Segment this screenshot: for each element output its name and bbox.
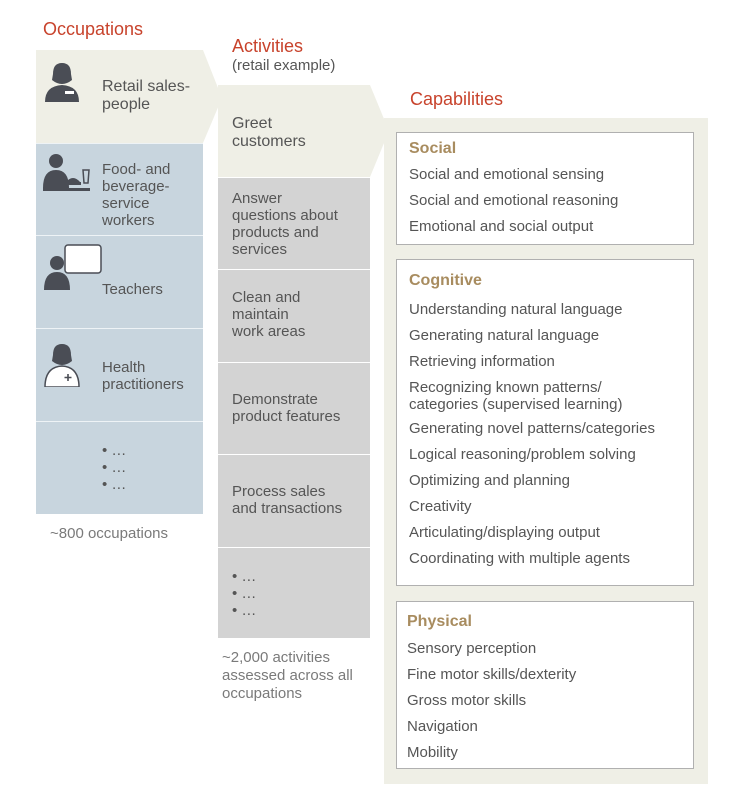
- activity-clean: [218, 269, 370, 362]
- more-occupations: [102, 442, 126, 493]
- capability-item: Fine motor skills/dexterity: [407, 666, 577, 683]
- capability-group-physical: [396, 601, 694, 769]
- occupations-footnote: ~800 occupations: [50, 525, 169, 542]
- activity-label: Demonstrate product features: [232, 391, 341, 425]
- person-health-icon: [43, 341, 81, 387]
- capability-item: Creativity: [409, 498, 472, 515]
- capability-item: Articulating/displaying output: [409, 524, 600, 541]
- activity-demonstrate: [218, 362, 370, 454]
- activity-label: Greet customers: [232, 115, 306, 150]
- activity-label: Process sales and transactions: [232, 483, 343, 517]
- capability-item: Navigation: [407, 718, 478, 735]
- ellipsis-item: • …: [232, 585, 257, 602]
- capability-list: [407, 636, 576, 766]
- group-title: Cognitive: [409, 272, 482, 289]
- occupation-more: [36, 421, 203, 514]
- activity-more: [218, 547, 370, 638]
- occupation-teachers: [36, 235, 203, 328]
- capability-group-cognitive: [396, 259, 694, 586]
- capability-item: Social and emotional sensing: [409, 166, 605, 183]
- capability-list: [409, 162, 618, 240]
- capability-item: Social and emotional reasoning: [409, 192, 619, 209]
- capability-list: [409, 297, 655, 572]
- capability-group-social: [396, 132, 694, 245]
- activity-answer-questions: [218, 177, 370, 269]
- capability-item: Retrieving information: [409, 353, 555, 370]
- more-activities: [232, 568, 256, 619]
- occupation-food-service: [36, 143, 203, 235]
- capability-item: Optimizing and planning: [409, 472, 570, 489]
- capability-item: Sensory perception: [407, 640, 537, 657]
- capability-item: Generating natural language: [409, 327, 600, 344]
- occupation-retail: [36, 50, 203, 143]
- ellipsis-item: • …: [102, 459, 127, 476]
- capability-item: Mobility: [407, 744, 458, 761]
- capability-item: Emotional and social output: [409, 218, 594, 235]
- activity-label: Answer questions about products and services: [232, 190, 338, 258]
- group-title: Social: [409, 140, 457, 157]
- ellipsis-item: • …: [232, 568, 257, 585]
- ellipsis-item: • …: [102, 476, 127, 493]
- occupation-label: Teachers: [102, 281, 163, 298]
- person-teacher-icon: [43, 244, 103, 290]
- person-female-icon: [43, 60, 81, 102]
- occupation-label: Retail sales- people: [102, 78, 191, 113]
- capabilities-heading: Capabilities: [410, 89, 504, 109]
- ellipsis-item: • …: [102, 442, 127, 459]
- capability-item: Generating novel patterns/categories: [409, 420, 655, 437]
- activities-subheading: (retail example): [232, 57, 336, 74]
- activity-process-sales: [218, 454, 370, 547]
- occupation-health: [36, 328, 203, 421]
- person-food-service-icon: [42, 152, 94, 194]
- occupation-label: Food- and beverage- service workers: [102, 161, 171, 229]
- occupations-heading: Occupations: [43, 19, 144, 39]
- capability-item: Recognizing known patterns/ categories (supervised learning): [409, 379, 623, 413]
- capability-item: Logical reasoning/problem solving: [409, 446, 636, 463]
- activities-footnote: ~2,000 activities assessed across all occupations: [222, 649, 353, 702]
- activity-label: Clean and maintain work areas: [232, 289, 306, 340]
- activities-heading: Activities: [232, 36, 304, 56]
- activity-greet: [218, 85, 370, 177]
- capability-item: Understanding natural language: [409, 301, 623, 318]
- group-title: Physical: [407, 613, 472, 630]
- occupation-label: Health practitioners: [102, 359, 184, 393]
- ellipsis-item: • …: [232, 602, 257, 619]
- capability-item: Gross motor skills: [407, 692, 527, 709]
- capability-item: Coordinating with multiple agents: [409, 550, 630, 567]
